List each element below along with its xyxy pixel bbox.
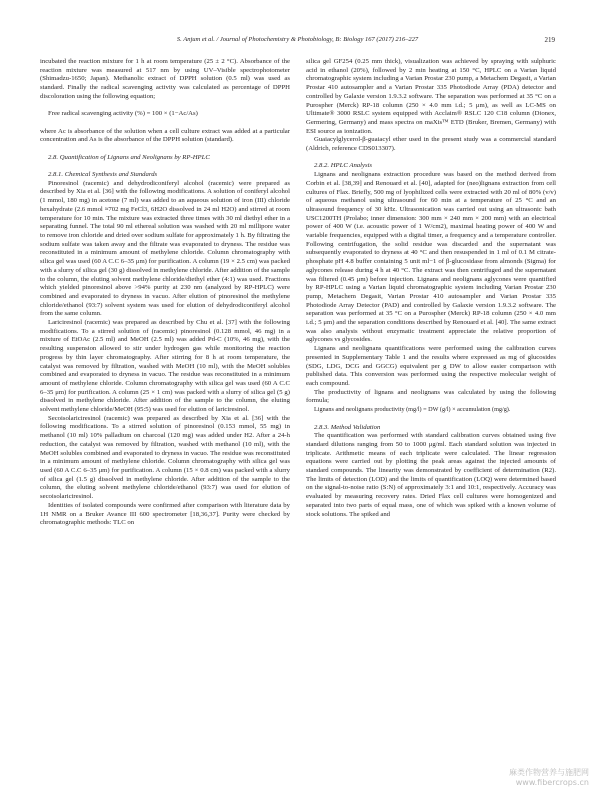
paragraph: where Ac is absorbance of the solution when a cell culture extract was added at a particular concentration and As is the absorbance of the DPPH solution (standard). [40, 127, 290, 144]
paragraph: silica gel GF254 (0.25 mm thick), visualization was achieved by spraying with sulphuric acid in ethanol (20%), followed by 2 min heating at 150 °C, HPLC on a Varian liquid chromatographic system including a Varian Prostar 230 pump, a Metachem Degasit, a Varian Prostar 410 autosampler and a Varian Prostar 335 Photodiode Array (PDA) detector and controlled by Galaxie version 1.9.3.2 software. The separation was performed at 35 °C on a Purospher (Merck) RP-18 column (250 × 4.0 mm i.d.; 5 μm), as well as LC-MS on Ultimate® 3000 RSLC system equipped with Acclaim® RSLC 120 C18 column (Dionex, Germering, Germany) and mass spectra on maXis™ ETD (Bruker, Bremen, Germany) with ESI source as ionization. [306, 58, 556, 135]
watermark-url: www.fibercrops.cn [515, 778, 589, 787]
right-column [306, 58, 556, 519]
equation: Free radical scavenging activity (%) = 100 × (1−Ac/As) [48, 110, 198, 118]
paragraph: The productivity of lignans and neolignans was calculated by using the following formula; [306, 388, 556, 405]
paragraph: Guaiacylglycerol-β-guaiacyl ether used in the present study was a commercial standard (Aldrich, reference CDS013307). [306, 136, 556, 153]
paragraph: incubated the reaction mixture for 1 h at room temperature (25 ± 2 °C). Absorbance of the reaction mixture was measured at 517 nm by using UV–Visible spectrophotometer (Shimadzu-1650; Japan). Methanolic extract of DPPH solution (0.5 ml) was used as standard. Finally the radical scavenging activity was calculated as percentage of DPPH discoloration using the following equation; [40, 58, 290, 100]
subsection-heading: 2.8.3. Method Validation [314, 423, 381, 431]
paragraph: Lignans and neolignans extraction procedure was based on the method derived from Corbin et al. [38,39] and Renouard et al. [40], adapted for (neo)lignans extraction from cell cultures of Flax. Briefly, 500 mg of lyophilized cells were extracted with 20 ml of 80% (v/v) of aqueous methanol using ultrasound for 60 min at a temperature of 25 °C and an ultrasound frequency of 30 kHz. Ultrasonication was carried out using an ultrasonic bath USC1200TH (Prolabo; inner dimension: 300 mm × 240 mm × 200 mm) with an electrical power of 400 W (i.e. acoustic power of 1 W/cm2), maximal heating power of 400 W and variable frequencies, equipped with a digital timer, a frequency and a temperature controller. Following centrifugation, the solid residue was discarded and the supernatant was subsequently evaporated to dryness at 40 °C and then resuspended in 1 ml of 0.1 M citrate-phosphate pH 4.8 buffer containing 5 unit ml−1 of β-glucosidase from almonds (Sigma) for aglycones release during 4 h at 40 °C. The extract was then centrifuged and the supernatant was filtered (0.45 μm) before injection. Lignans and neolignans aglycones were quantified by RP-HPLC using a Varian liquid chromatographic system including Varian Prostar 230 pump, Metachem Degasit, Varian Prostar 410 autosampler and Varian Prostar 335 Photodiode Array Detector (PAD) and controlled by Galaxie version 1.9.3.2 software. The separation was performed at 35 °C on a Purospher (Merck) RP-18 column (250 × 4.0 mm i.d.; 5 μm) and the separation conditions described by Renouard et al. [40]. The same extract was also analysis without enzymatic treatment appreciate the relative proportion of aglycones vs glycosides. [306, 171, 556, 344]
subsection-heading: 2.8.1. Chemical Synthesis and Standards [48, 171, 158, 179]
left-column [40, 58, 290, 528]
running-header [40, 36, 555, 48]
paragraph: Identities of isolated compounds were confirmed after comparison with literature data by 1H NMR on a Bruker Avance III 600 spectrometer [18,36,37]. Purity were checked by chromatographic methods: TLC on [40, 501, 290, 527]
paragraph: The quantification was performed with standard calibration curves obtained using five standard dilutions ranging from 50 to 1000 μg/ml. Each standard solution was injected in triplicate. Arithmetic means of each triplicate were calculated. The linear regression equations were carried out by plotting the peak areas against the injected amounts of standard compounds. The linearity was demonstrated by coefficient of determination (R2). The limits of detection (LOD) and the limits of quantification (LOQ) were determined based on the signal-to-noise ratio (S:N) of approximately 3:1 and 10:1, respectively. Accuracy was evaluated by measuring recovery rates. Dried Flax cell cultures were homogenized and separated into two parts of equal mass, one of which was spiked with a known volume of stock solutions. The spiked and [306, 432, 556, 518]
paragraph: Secoisolariciresinol (racemic) was prepared as described by Xia et al. [36] with the following modifications. To a stirred solution of pinoresinol (0.153 mmol, 55 mg) in methanol (10 ml) 10% palladium on charcoal (120 mg) was added under H2. After a 24-h reduction, the catalyst was removed by filtration, washed with methanol (10 ml), with the MeOH solubles combined and evaporated to dryness in vacuo. The residue was reconstituted in a minimum amount of methylene chloride. Column chromatography with silica gel was used (60 A C.C 6–35 μm) for purification. A column (15 × 0.8 cm) was packed with a slurry of silica gel (1.5 g) dissolved in methylene chloride. After addition of the sample to the column, the eluting solvent methylene chloride/ethanol (93:7) was used for elution of secoisolariciresinol. [40, 414, 290, 501]
paragraph: Lariciresinol (racemic) was prepared as described by Chu et al. [37] with the following modifications. To a stirred solution of (racemic) pinoresinol (0.128 mmol, 46 mg) in a mixture of EtOAc (2.5 ml) and MeOH (2.5 ml) was added Pd-C (10%, 46 mg), with the resulting suspension allowed to stir under hydrogen gas while monitoring the reaction progress by thin layer chromatography. After stirring for 8 h at room temperature, the catalyst was removed by filtration, washed with MeOH (10 ml), with the MeOH solubles combined and evaporated to dryness in vacuo. The residue was reconstituted in a minimum amount of methylene chloride. Column chromatography with silica gel was used (60 A C.C 6–35 μm) for purification. A column (25 × 1 cm) was packed with a slurry of silica gel (5 g) dissolved in methylene chloride. After addition of the sample to the column, the eluting solvent methylene chloride/MeOH (95:5) was used for elution of lariciresinol. [40, 319, 290, 414]
watermark [509, 768, 589, 788]
watermark-line: 麻类作物营养与施肥网 [509, 768, 589, 777]
equation: Lignans and neolignans productivity (mg/l) = DW (g/l) × accumulation (mg/g). [314, 406, 511, 414]
paragraph: Lignans and neolignans quantifications were performed using the calibration curves presented in Supplementary Table 1 and the results where expressed as mg of glucosides (SDG, LDG, DCG and GGCG) equivalent per g DW to allow easier comparison with published data. This conversion was performed using the respective molecular weight of each compound. [306, 345, 556, 387]
paragraph: Pinoresinol (racemic) and dehydrodiconiferyl alcohol (racemic) were prepared as described by Xia et al. [36] with the following modifications. A solution of coniferyl alcohol (1 mmol, 180 mg) in acetone (7 ml) was added to an aqueous solution of iron (III) chloride hexahydrate (2.6 mmol ≈702 mg FeCl3, 6H2O dissolved in 24 ml H2O) and stirred at room temperature for 10 min. The mixture was extracted three times with 30 ml diethyl ether in a separating funnel. The total 90 ml ethereal solution was washed with 20 ml millipore water to remove iron chloride and dried over sodium sulfate for approximately 1 h. By filtrating the sodium sulfate was taken away and the filtrate was evaporated to dryness. The residue was reconstituted in a minimum amount of methylene chloride. Column chromatography with silica gel was used (60 A C.C 6–35 μm) for purification. A column (19 × 2.5 cm) was packed with a slurry of silica gel (30 g) dissolved in methylene chloride. After addition of the sample to the column, the eluting solvent methylene chloride/diethyl ether (4:1) was used. Fractions which yielded pinoresinol above >94% purity at 230 nm (analyzed by RP-HPLC) were combined and evaporated to dryness in vacuo. After elution of pinoresinol the methylene chloride/ethanol (93:7) solvent system was used for elution of dehydrodiconiferyl alcohol from the same column. [40, 179, 290, 318]
page-number: 219 [544, 36, 555, 44]
subsection-heading: 2.8.2. HPLC Analysis [314, 162, 373, 170]
running-title: S. Anjum et al. / Journal of Photochemistry & Photobiology, B: Biology 167 (2017) 216–227 [176, 36, 419, 43]
section-heading: 2.8. Quantification of Lignans and Neolignans by RP-HPLC [48, 153, 210, 161]
